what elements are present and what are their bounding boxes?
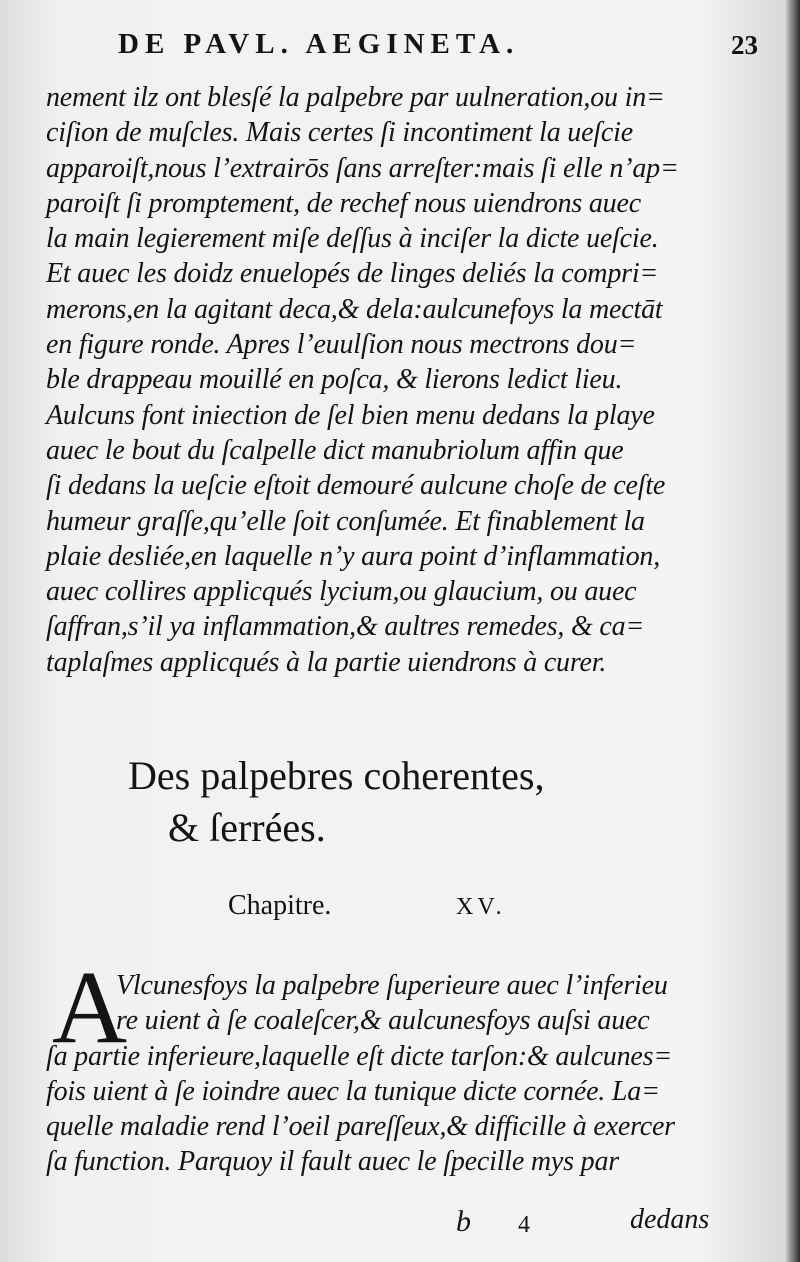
page-binding-edge	[786, 0, 800, 1262]
text-line: nement ilz ont blesſé la palpebre par uulneration,ou in=	[46, 82, 665, 113]
chapter-label: Chapitre.	[228, 890, 332, 921]
section-heading	[128, 750, 544, 854]
text-line: auec collires applicqués lycium,ou glaucium, ou auec	[46, 576, 637, 608]
text-line: paroiſt ſi promptement, de rechef nous uiendrons auec	[46, 187, 641, 219]
catchword: dedans	[630, 1204, 710, 1235]
text-line: merons,en la agitant deca,& dela:aulcunefoys la mectāt	[46, 293, 663, 325]
body-paragraph	[46, 80, 712, 680]
text-line: Aulcuns font iniection de ſel bien menu dedans la playe	[46, 399, 655, 431]
text-line: ſi dedans la ueſcie eſtoit demouré aulcune choſe de ceſte	[46, 470, 666, 502]
text-line: apparoiſt,nous l’extrairōs ſans arreſter:mais ſi elle n’ap=	[46, 152, 679, 184]
text-line: auec le bout du ſcalpelle dict manubriolum affin que	[46, 434, 624, 466]
text-line: plaie desliée,en laquelle n’y aura point d’inflammation,	[46, 540, 661, 572]
signature-mark: b	[456, 1205, 471, 1238]
text-line: ble drappeau mouillé en poſca, & lierons ledict lieu.	[46, 364, 623, 396]
text-line: fois uient à ſe ioindre auec la tunique dicte cornée. La=	[46, 1075, 660, 1107]
text-line: taplaſmes applicqués à la partie uiendrons à curer.	[46, 646, 607, 678]
text-line: en figure ronde. Apres l’euulſion nous mectrons dou=	[46, 329, 637, 361]
text-line: la main legierement miſe deſſus à inciſer la dicte ueſcie.	[46, 223, 659, 255]
text-line: quelle maladie rend l’oeil pareſſeux,& difficille à exercer	[46, 1111, 675, 1143]
text-line: ciſion de muſcles. Mais certes ſi incontiment la ueſcie	[46, 117, 633, 149]
drop-cap: A	[52, 950, 128, 1065]
section-heading-line1: Des palpebres coherentes,	[128, 753, 545, 798]
chapter-paragraph	[46, 968, 712, 1180]
section-heading-line2: & ſerrées.	[168, 805, 326, 850]
chapter-number: XV.	[456, 894, 506, 920]
text-line: ſaffran,s’il ya inflammation,& aultres remedes, & ca=	[46, 611, 645, 643]
running-title: DE PAVL. AEGINETA.	[118, 28, 520, 60]
text-line: ſa function. Parquoy il fault auec le ſpecille mys par	[46, 1146, 619, 1178]
page-number: 23	[731, 30, 758, 60]
text-line: re uient à ſe coaleſcer,& aulcunesfoys auſsi auec	[116, 1005, 650, 1037]
signature-number: 4	[518, 1212, 530, 1238]
text-line: humeur graſſe,qu’elle ſoit conſumée. Et finablement la	[46, 505, 645, 537]
text-line: ſa partie inferieure,laquelle eſt dicte tarſon:& aulcunes=	[46, 1040, 673, 1072]
text-line: Vlcunesfoys la palpebre ſuperieure auec l’inferieu	[116, 970, 668, 1001]
text-line: Et auec les doidz enuelopés de linges deliés la compri=	[46, 258, 659, 290]
